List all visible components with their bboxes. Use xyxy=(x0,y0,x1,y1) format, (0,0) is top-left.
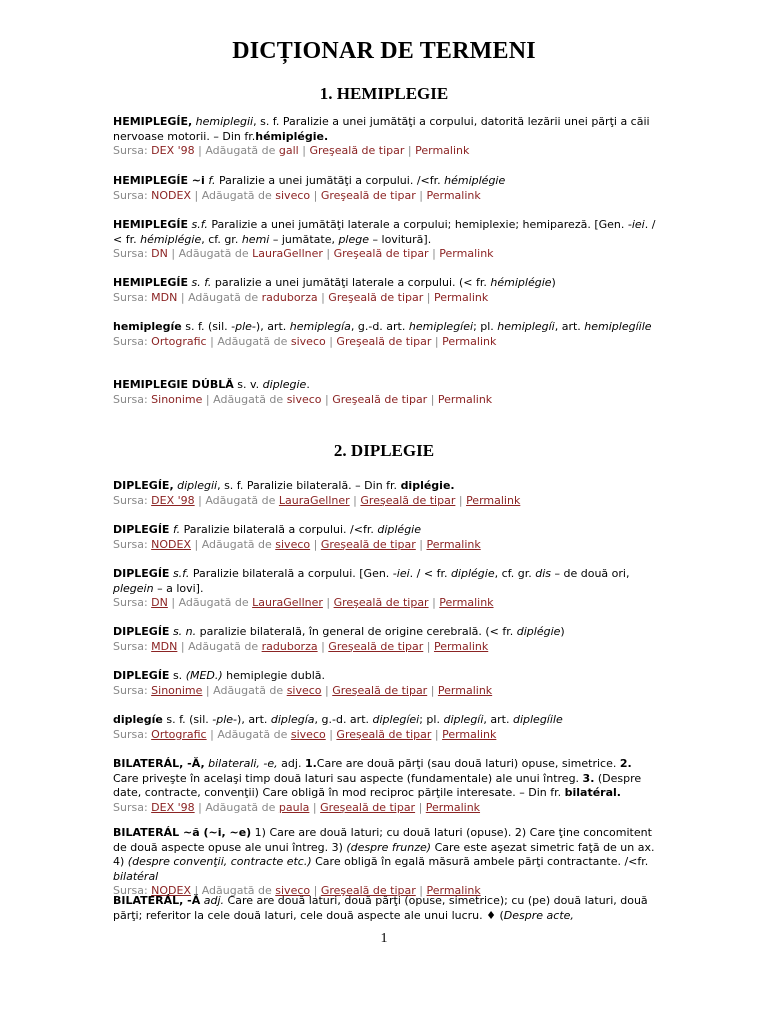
source-link[interactable]: DEX '98 xyxy=(151,493,195,507)
source-line: Sursa: DEX '98 | Adăugată de gall | Greşeală de tipar | Permalink xyxy=(113,144,470,157)
source-line: Sursa: MDN | Adăugată de raduborza | Greşeală de tipar | Permalink xyxy=(113,290,489,304)
user-link[interactable]: LauraGellner xyxy=(252,247,323,260)
source-link[interactable]: Sinonime xyxy=(151,392,203,406)
headword: HEMIPLEGÍE, xyxy=(113,115,193,128)
source-line: Sursa: Sinonime | Adăugată de siveco | Greşeală de tipar | Permalink xyxy=(113,392,493,406)
entry-diplegie-nodex: DIPLEGÍE f. Paralizie bilaterală a corpului. /<fr. diplégie Sursa: NODEX | Adăugată de siveco | Greşeală de tipar | Permalink xyxy=(113,523,658,552)
typo-link[interactable]: Greşeală de tipar xyxy=(332,683,428,697)
user-link[interactable]: raduborza xyxy=(261,639,318,653)
user-link[interactable]: siveco xyxy=(275,188,311,202)
typo-link[interactable]: Greşeală de tipar xyxy=(336,727,432,741)
page-title: DICȚIONAR DE TERMENI xyxy=(232,38,536,64)
source-link[interactable]: DEX '98 xyxy=(151,800,195,814)
headword: DIPLEGÍE xyxy=(113,625,170,638)
source-link[interactable]: MDN xyxy=(151,290,178,304)
user-link[interactable]: siveco xyxy=(286,683,322,697)
source-link[interactable]: DEX '98 xyxy=(151,144,195,157)
entry-hemiplegie-mdn: HEMIPLEGÍE s. f. paralizie a unei jumătăţi laterale a corpului. (< fr. hémiplégie) Sursa: MDN | Adăugată de raduborza | Greşeală de tipar | Permalink xyxy=(113,276,658,305)
permalink-link[interactable]: Permalink xyxy=(442,727,497,741)
user-link[interactable]: siveco xyxy=(290,727,326,741)
source-line: Sursa: Ortografic | Adăugată de siveco | Greşeală de tipar | Permalink xyxy=(113,334,497,348)
user-link[interactable]: siveco xyxy=(275,537,311,551)
permalink-link[interactable]: Permalink xyxy=(437,392,493,406)
source-line: Sursa: MDN | Adăugată de raduborza | Greşeală de tipar | Permalink xyxy=(113,639,489,653)
entry-diplegie-dn: DIPLEGÍE s.f. Paralizie bilaterală a corpului. [Gen. -iei. / < fr. diplégie, cf. gr. dis – de două ori, plegein – a lovi]. Sursa: DN | Adăugată de LauraGellner | Greşeală de tipar | Permalink xyxy=(113,567,658,611)
page-number: 1 xyxy=(380,931,388,946)
user-link[interactable]: LauraGellner xyxy=(278,493,350,507)
typo-link[interactable]: Greşeală de tipar xyxy=(320,884,416,897)
permalink-link[interactable]: Permalink xyxy=(442,334,497,348)
headword: HEMIPLEGÍE xyxy=(113,218,188,231)
entry-bilateral-nodex: BILATERÁL ~ă (~i, ~e) 1) Care are două laturi; cu două laturi (opuse). 2) Care ţine concomitent de două aspecte opuse ale unui întreg. 3) (despre frunze) Care este aşezat simetric faţă de un ax. 4) (despre convenţii, contracte etc.) Care obligă în egală măsură ambele părţi contractante. /<fr. bilatéral Sursa: NODEX | Adăugată de siveco | Greşeală de tipar | Permalink xyxy=(113,826,658,899)
headword: diplegíe xyxy=(113,713,163,726)
source-link[interactable]: Ortografic xyxy=(151,727,207,741)
permalink-link[interactable]: Permalink xyxy=(426,537,481,551)
headword: HEMIPLEGIE DÚBLĂ xyxy=(113,378,234,391)
headword: DIPLEGÍE xyxy=(113,523,170,536)
user-link[interactable]: LauraGellner xyxy=(252,596,323,609)
source-link[interactable]: DN xyxy=(151,596,168,609)
headword: hemiplegíe xyxy=(113,320,182,333)
permalink-link[interactable]: Permalink xyxy=(415,144,470,157)
entry-hemiplegie-dex98: HEMIPLEGÍE, hemiplegii, s. f. Paralizie a unei jumătăţi a corpului, datorită lezării unei părţi a căii nervoase motorii. – Din fr.hémiplégie. Sursa: DEX '98 | Adăugată de gall | Greşeală de tipar | Permalink xyxy=(113,115,658,159)
permalink-link[interactable]: Permalink xyxy=(433,290,489,304)
typo-link[interactable]: Greşeală de tipar xyxy=(336,334,432,348)
permalink-link[interactable]: Permalink xyxy=(466,493,521,507)
headword: BILATERÁL, -Ă xyxy=(113,894,201,907)
source-link[interactable]: DN xyxy=(151,247,168,260)
headword: HEMIPLEGÍE ~i xyxy=(113,174,205,187)
source-line: Sursa: DN | Adăugată de LauraGellner | Greşeală de tipar | Permalink xyxy=(113,596,494,609)
source-line: Sursa: Ortografic | Adăugată de siveco | Greşeală de tipar | Permalink xyxy=(113,727,497,741)
typo-link[interactable]: Greşeală de tipar xyxy=(333,247,429,260)
entry-diplegie-dex98: DIPLEGÍE, diplegii, s. f. Paralizie bilaterală. – Din fr. diplégie. Sursa: DEX '98 | Adăugată de LauraGellner | Greşeală de tipar | Permalink xyxy=(113,479,658,508)
typo-link[interactable]: Greşeală de tipar xyxy=(320,188,416,202)
entry-hemiplegie-dn: HEMIPLEGÍE s.f. Paralizie a unei jumătăţi laterale a corpului; hemiplexie; hemipareză. [Gen. -iei. / < fr. hémiplégie, cf. gr. hemi – jumătate, plege – lovitură]. Sursa: DN | Adăugată de LauraGellner | Greşeală de tipar | Permalink xyxy=(113,218,658,262)
user-link[interactable]: siveco xyxy=(286,392,322,406)
entry-hemiplegie-nodex: HEMIPLEGÍE ~i f. Paralizie a unei jumătăţi a corpului. /<fr. hémiplégie Sursa: NODEX | Adăugată de siveco | Greşeală de tipar | Permalink xyxy=(113,174,658,203)
entry-diplegie-mdn: DIPLEGÍE s. n. paralizie bilaterală, în general de origine cerebrală. (< fr. diplégie) Sursa: MDN | Adăugată de raduborza | Greşeală de tipar | Permalink xyxy=(113,625,658,654)
permalink-link[interactable]: Permalink xyxy=(439,596,494,609)
source-line: Sursa: NODEX | Adăugată de siveco | Greşeală de tipar | Permalink xyxy=(113,884,481,897)
typo-link[interactable]: Greşeală de tipar xyxy=(360,493,456,507)
user-link[interactable]: siveco xyxy=(275,884,311,897)
permalink-link[interactable]: Permalink xyxy=(426,884,481,897)
source-link[interactable]: NODEX xyxy=(151,188,191,202)
permalink-link[interactable]: Permalink xyxy=(439,247,494,260)
typo-link[interactable]: Greşeală de tipar xyxy=(328,290,424,304)
headword: DIPLEGÍE xyxy=(113,669,170,682)
typo-link[interactable]: Greşeală de tipar xyxy=(332,392,428,406)
permalink-link[interactable]: Permalink xyxy=(425,800,481,814)
permalink-link[interactable]: Permalink xyxy=(437,683,493,697)
entry-diplegie-ortografic: diplegíe s. f. (sil. -ple-), art. diplegía, g.-d. art. diplegíei; pl. diplegíi, art. diplegíile Sursa: Ortografic | Adăugată de siveco | Greşeală de tipar | Permalink xyxy=(113,713,658,742)
headword: DIPLEGÍE xyxy=(113,567,170,580)
source-line: Sursa: Sinonime | Adăugată de siveco | Greşeală de tipar | Permalink xyxy=(113,683,493,697)
entry-hemiplegie-ortografic: hemiplegíe s. f. (sil. -ple-), art. hemiplegía, g.-d. art. hemiplegíei; pl. hemiplegíi, art. hemiplegíile Sursa: Ortografic | Adăugată de siveco | Greşeală de tipar | Permalink xyxy=(113,320,658,349)
source-link[interactable]: Ortografic xyxy=(151,334,207,348)
source-link[interactable]: NODEX xyxy=(151,884,191,897)
entry-bilateral-dex98: BILATERÁL, -Ă, bilaterali, -e, adj. 1.Care are două părţi (sau două laturi) opuse, simetrice. 2. Care priveşte în acelaşi timp două laturi sau aspecte (fundamentale) ale unui întreg. 3. (Despre date, contracte, convenţii) Care obligă în mod reciproc părţile interesate. – Din fr. bilatéral. Sursa: DEX '98 | Adăugată de paula | Greşeală de tipar | Permalink xyxy=(113,757,658,815)
typo-link[interactable]: Greşeală de tipar xyxy=(333,596,429,609)
permalink-link[interactable]: Permalink xyxy=(426,188,481,202)
source-link[interactable]: Sinonime xyxy=(151,683,203,697)
typo-link[interactable]: Greşeală de tipar xyxy=(320,537,416,551)
typo-link[interactable]: Greşeală de tipar xyxy=(328,639,424,653)
entry-hemiplegie-duba-sinonime: HEMIPLEGIE DÚBLĂ s. v. diplegie. Sursa: Sinonime | Adăugată de siveco | Greşeală de tipar | Permalink xyxy=(113,378,658,407)
typo-link[interactable]: Greşeală de tipar xyxy=(309,144,405,157)
source-line: Sursa: DEX '98 | Adăugată de paula | Greşeală de tipar | Permalink xyxy=(113,800,481,814)
entry-diplegie-sinonime: DIPLEGÍE s. (MED.) hemiplegie dublă. Sursa: Sinonime | Adăugată de siveco | Greşeală de tipar | Permalink xyxy=(113,669,658,698)
headword: BILATERÁL, -Ă, xyxy=(113,757,205,770)
headword: HEMIPLEGÍE xyxy=(113,276,188,289)
user-link[interactable]: gall xyxy=(278,144,299,157)
user-link[interactable]: siveco xyxy=(290,334,326,348)
entry-bilateral-dn: BILATERÁL, -Ă adj. Care are două laturi, două părţi (opuse, simetrice); cu (pe) două laturi, două părţi; referitor la cele două laturi, cele două aspecte ale unui lucru. ♦ (Despre acte, xyxy=(113,894,648,922)
headword: DIPLEGÍE, xyxy=(113,479,174,492)
headword: BILATERÁL ~ă (~i, ~e) xyxy=(113,826,252,839)
user-link[interactable]: paula xyxy=(278,800,310,814)
source-line: Sursa: NODEX | Adăugată de siveco | Greşeală de tipar | Permalink xyxy=(113,188,481,202)
source-link[interactable]: NODEX xyxy=(151,537,191,551)
user-link[interactable]: raduborza xyxy=(261,290,318,304)
typo-link[interactable]: Greşeală de tipar xyxy=(320,800,416,814)
section-heading-diplegie: 2. DIPLEGIE xyxy=(333,441,435,460)
source-link[interactable]: MDN xyxy=(151,639,178,653)
source-line: Sursa: DEX '98 | Adăugată de LauraGellner | Greşeală de tipar | Permalink xyxy=(113,493,521,507)
section-heading-hemiplegie: 1. HEMIPLEGIE xyxy=(319,84,449,103)
source-line: Sursa: NODEX | Adăugată de siveco | Greşeală de tipar | Permalink xyxy=(113,537,481,551)
permalink-link[interactable]: Permalink xyxy=(433,639,489,653)
source-line: Sursa: DN | Adăugată de LauraGellner | Greşeală de tipar | Permalink xyxy=(113,247,494,260)
